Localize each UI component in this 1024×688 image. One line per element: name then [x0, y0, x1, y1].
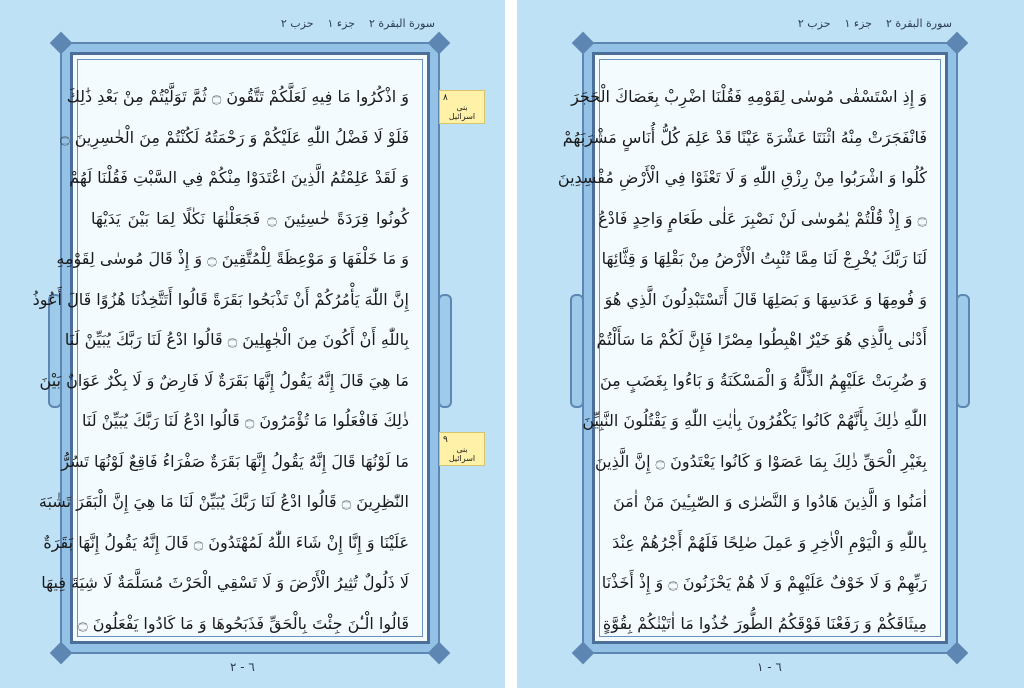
hizb-label: حزب ٢ [280, 16, 314, 30]
verse-line: وَ فُومِهَا وَ عَدَسِهَا وَ بَصَلِهَا قَالَ أَتَسْتَبْدِلُونَ الَّذِي هُوَ [604, 289, 927, 309]
verse-line: وَ ضُرِبَتْ عَلَيْهِمُ الذِّلَّةُ وَ الْمَسْكَنَةُ وَ بَاءُوا بِغَضَبٍ مِنَ [599, 370, 927, 390]
verse-line: مَا لَوْنُهَا قَالَ إِنَّهُ يَقُولُ إِنَّهَا بَقَرَةٌ صَفْرَاءُ فَاقِعٌ لَوْنُهَا تَسُرُّ [61, 451, 409, 471]
verse-line: وَ لَقَدْ عَلِمْتُمُ الَّذِينَ اعْتَدَوْا مِنْكُمْ فِي السَّبْتِ فَقُلْنَا لَهُمْ [69, 168, 409, 187]
juz-label: جزء ١ [327, 16, 355, 30]
corner-ornament-icon [572, 32, 595, 55]
surah-name: سورة البقرة ٢ [368, 16, 435, 30]
verse-line: بِغَيْرِ الْحَقِّ ذٰلِكَ بِمَا عَصَوْا وَ كَانُوا يَعْتَدُونَ ۝ إِنَّ الَّذِينَ [594, 451, 927, 471]
corner-ornament-icon [946, 642, 969, 665]
verse-line: مِيثَاقَكُمْ وَ رَفَعْنَا فَوْقَكُمُ الطُّورَ خُذُوا مَا اٰتَيْنٰكُمْ بِقُوَّةٍ [602, 613, 927, 633]
verse-line: وَ اذْكُرُوا مَا فِيهِ لَعَلَّكُمْ تَتَّقُونَ ۝ ثُمَّ تَوَلَّيْتُمْ مِنْ بَعْدِ ذَٰلِكَ [66, 87, 409, 106]
margin-note [439, 90, 485, 124]
verse-line: ذٰلِكَ فَافْعَلُوا مَا تُؤْمَرُونَ ۝ قَالُوا ادْعُ لَنَا رَبَّكَ يُبَيِّنْ لَنَا [82, 411, 409, 430]
verse-line: بِاللّٰهِ وَ الْيَوْمِ الْاٰخِرِ وَ عَمِلَ صٰلِحًا فَلَهُمْ أَجْرُهُمْ عِنْدَ [612, 532, 927, 552]
verse-line: قَالُوا الْـٰٔنَ جِئْتَ بِالْحَقِّ فَذَبَحُوهَا وَ مَا كَادُوا يَفْعَلُونَ ۝ [78, 613, 409, 633]
verse-line: وَ مَا خَلْفَهَا وَ مَوْعِظَةً لِلْمُتَّقِينَ ۝ وَ إِذْ قَالَ مُوسٰى لِقَوْمِهِ [56, 249, 409, 268]
verse-line: عَلَيْنَا وَ إِنَّا إِنْ شَاءَ اللّٰهُ لَمُهْتَدُونَ ۝ قَالَ إِنَّهُ يَقُولُ إِنَّهَا بَقَرَةٌ [43, 532, 409, 552]
page-gutter [505, 0, 517, 688]
verse-line: إِنَّ اللّٰهَ يَأْمُرُكُمْ أَنْ تَذْبَحُوا بَقَرَةً قَالُوا أَتَتَّخِذُنَا هُزُوًا قَالَ أَعُوذُ [32, 289, 409, 309]
verse-line: اللّٰهِ ذٰلِكَ بِأَنَّهُمْ كَانُوا يَكْفُرُونَ بِاٰيٰتِ اللّٰهِ وَ يَقْتُلُونَ النَّبِيِّنَ [582, 411, 927, 430]
surah-name: سورة البقرة ٢ [885, 16, 952, 30]
verse-line: اٰمَنُوا وَ الَّذِينَ هَادُوا وَ النَّصٰرٰى وَ الصّٰبِـِٔينَ مَنْ اٰمَنَ [613, 492, 927, 511]
juz-label: جزء ١ [844, 16, 872, 30]
side-ornament-icon [956, 294, 970, 408]
verse-line: بِاللّٰهِ أَنْ أَكُونَ مِنَ الْجٰهِلِينَ ۝ قَالُوا ادْعُ لَنَا رَبَّكَ يُبَيِّنْ لَنَا [64, 330, 409, 349]
left-page-frame [32, 42, 440, 654]
verse-line: لَا ذَلُولٌ تُثِيرُ الْأَرْضَ وَ لَا تَسْقِي الْحَرْثَ مُسَلَّمَةٌ لَا شِيَةَ فِيهَا [41, 573, 409, 592]
corner-ornament-icon [50, 642, 73, 665]
verse-line: أَدْنٰى بِالَّذِي هُوَ خَيْرٌ اهْبِطُوا مِصْرًا فَإِنَّ لَكُمْ مَا سَأَلْتُمْ [596, 330, 927, 349]
right-page-frame [557, 42, 958, 654]
text-panel [557, 52, 948, 644]
margin-note-number: ٩ [443, 435, 448, 445]
side-ornament-icon [438, 294, 452, 408]
verse-line: لَنَا رَبَّكَ يُخْرِجْ لَنَا مِمَّا تُنْبِتُ الْأَرْضُ مِنْ بَقْلِهَا وَ قِثَّائِهَا [601, 249, 927, 268]
left-page-header [281, 14, 435, 32]
margin-note-text: بنى اسرائيل [448, 445, 476, 463]
verse-line: وَ إِذِ اسْتَسْقٰى مُوسٰى لِقَوْمِهِ فَقُلْنَا اضْرِبْ بِعَصَاكَ الْحَجَرَ [571, 87, 927, 106]
right-page [517, 0, 1024, 688]
corner-ornament-icon [50, 32, 73, 55]
page-number: ٦ - ١ [757, 660, 782, 674]
left-page [0, 0, 505, 688]
margin-note-text: بنى اسرائيل [448, 103, 476, 121]
verse-line: النّٰظِرِينَ ۝ قَالُوا ادْعُ لَنَا رَبَّكَ يُبَيِّنْ لَنَا مَا هِيَ إِنَّ الْبَقَرَ تَشٰبَهَ [38, 492, 409, 511]
corner-ornament-icon [428, 32, 451, 55]
verse-line: ۝ وَ إِذْ قُلْتُمْ يٰمُوسٰى لَنْ نَصْبِرَ عَلٰى طَعَامٍ وَاحِدٍ فَادْعُ [598, 208, 927, 228]
corner-ornament-icon [946, 32, 969, 55]
side-ornament-icon [570, 294, 584, 408]
corner-ornament-icon [572, 642, 595, 665]
margin-note-number: ٨ [443, 93, 448, 103]
verse-line: كُونُوا قِرَدَةً خٰسِئِينَ ۝ فَجَعَلْنٰهَا نَكٰلًا لِمَا بَيْنَ يَدَيْهَا [91, 208, 409, 228]
hizb-label: حزب ٢ [797, 16, 831, 30]
verse-lines [32, 77, 409, 644]
margin-note [439, 432, 485, 466]
corner-ornament-icon [428, 642, 451, 665]
text-panel [32, 52, 430, 644]
verse-line: فَلَوْ لَا فَضْلُ اللّٰهِ عَلَيْكُمْ وَ رَحْمَتُهُ لَكُنْتُمْ مِنَ الْخٰسِرِينَ ۝ [60, 127, 409, 147]
verse-lines [557, 77, 927, 644]
verse-line: رَبِّهِمْ وَ لَا خَوْفٌ عَلَيْهِمْ وَ لَا هُمْ يَحْزَنُونَ ۝ وَ إِذْ أَخَذْنَا [601, 573, 927, 592]
verse-line: مَا هِيَ قَالَ إِنَّهُ يَقُولُ إِنَّهَا بَقَرَةٌ لَا فَارِضٌ وَ لَا بِكْرٌ عَوَانٌ بَيْنَ [39, 370, 409, 390]
page-number: ٦ - ٢ [230, 660, 255, 674]
right-page-header [798, 14, 952, 32]
verse-line: فَانْفَجَرَتْ مِنْهُ اثْنَتَا عَشْرَةَ عَيْنًا قَدْ عَلِمَ كُلُّ أُنَاسٍ مَشْرَبَهُمْ [562, 127, 927, 147]
verse-line: كُلُوا وَ اشْرَبُوا مِنْ رِزْقِ اللّٰهِ وَ لَا تَعْثَوْا فِي الْأَرْضِ مُفْسِدِينَ [557, 168, 927, 187]
